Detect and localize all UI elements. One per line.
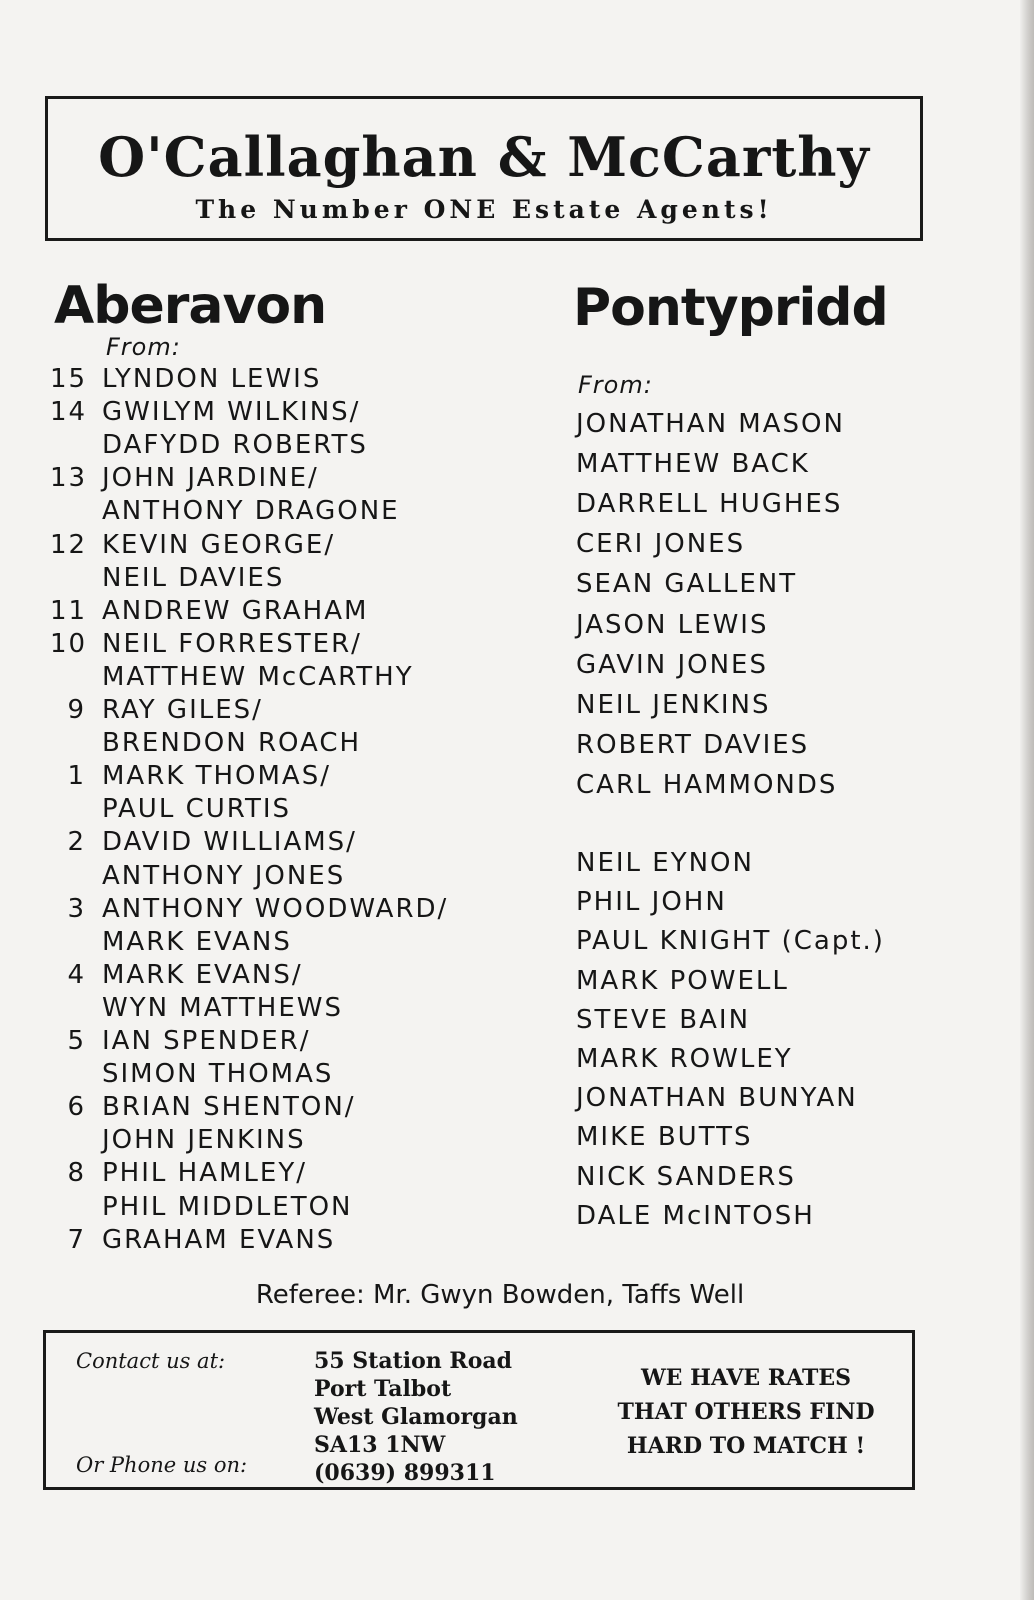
shirt-number: 8 bbox=[67, 1158, 86, 1189]
player-name: NEIL FORRESTER/ bbox=[102, 628, 362, 659]
pontypridd-player-row: MATTHEW BACK bbox=[576, 449, 810, 480]
player-name: LYNDON LEWIS bbox=[102, 364, 322, 394]
pontypridd-player-row: DARRELL HUGHES bbox=[576, 489, 843, 520]
promo-line: HARD TO MATCH ! bbox=[626, 1433, 866, 1459]
player-name: JOHN JARDINE/ bbox=[102, 463, 319, 494]
pontypridd-player-row: STEVE BAIN bbox=[576, 1004, 751, 1035]
player-name: GRAHAM EVANS bbox=[102, 1224, 336, 1255]
shirt-number: 11 bbox=[50, 595, 88, 626]
estate-agent-advert bbox=[45, 96, 923, 241]
promo-line: THAT OTHERS FIND bbox=[617, 1399, 875, 1425]
address-line: SA13 1NW bbox=[314, 1432, 446, 1458]
referee-line: Referee: Mr. Gwyn Bowden, Taffs Well bbox=[255, 1280, 745, 1310]
player-name: WYN MATTHEWS bbox=[102, 992, 344, 1023]
pontypridd-player-row: NICK SANDERS bbox=[576, 1161, 796, 1192]
shirt-number: 7 bbox=[67, 1224, 86, 1255]
player-name: DAFYDD ROBERTS bbox=[102, 430, 368, 461]
player-name: BRIAN SHENTON/ bbox=[102, 1092, 356, 1123]
pontypridd-player-row: JONATHAN BUNYAN bbox=[576, 1083, 858, 1114]
player-name: MARK THOMAS/ bbox=[102, 761, 331, 792]
player-name: SIMON THOMAS bbox=[102, 1059, 334, 1090]
contact-label: Contact us at: bbox=[76, 1349, 226, 1373]
pontypridd-player-row: MARK ROWLEY bbox=[576, 1044, 793, 1074]
player-name: JOHN JENKINS bbox=[102, 1125, 306, 1156]
pontypridd-player-row: DALE McINTOSH bbox=[576, 1200, 815, 1231]
pontypridd-player-row: GAVIN JONES bbox=[576, 649, 768, 680]
pontypridd-player-row: PHIL JOHN bbox=[576, 887, 727, 918]
pontypridd-player-row: JASON LEWIS bbox=[576, 609, 769, 640]
pontypridd-player-row: JONATHAN MASON bbox=[576, 409, 845, 439]
shirt-number: 5 bbox=[67, 1026, 86, 1056]
shirt-number: 4 bbox=[67, 959, 86, 990]
phone-number: (0639) 899311 bbox=[314, 1460, 496, 1486]
pontypridd-player-row: PAUL KNIGHT (Capt.) bbox=[576, 926, 885, 957]
pontypridd-player-row: NEIL EYNON bbox=[576, 848, 754, 878]
pontypridd-player-row: NEIL JENKINS bbox=[576, 689, 771, 720]
player-name: MATTHEW McCARTHY bbox=[102, 661, 414, 692]
shirt-number: 13 bbox=[50, 463, 88, 494]
shirt-number: 2 bbox=[67, 827, 86, 858]
player-name: DAVID WILLIAMS/ bbox=[102, 827, 357, 858]
shirt-number: 1 bbox=[67, 761, 86, 792]
aberavon-heading: Aberavon bbox=[54, 276, 327, 336]
player-name: NEIL DAVIES bbox=[102, 562, 285, 593]
pontypridd-player-row: MARK POWELL bbox=[576, 965, 789, 996]
address-line: 55 Station Road bbox=[314, 1348, 513, 1374]
player-name: PAUL CURTIS bbox=[102, 794, 291, 825]
pontypridd-player-row: SEAN GALLENT bbox=[576, 569, 798, 600]
player-name: IAN SPENDER/ bbox=[102, 1026, 311, 1056]
promo-line: WE HAVE RATES bbox=[640, 1365, 852, 1391]
address-line: Port Talbot bbox=[314, 1376, 452, 1402]
player-name: MARK EVANS/ bbox=[102, 959, 303, 990]
player-name: RAY GILES/ bbox=[102, 695, 263, 725]
player-name: BRENDON ROACH bbox=[102, 728, 362, 759]
player-name: ANDREW GRAHAM bbox=[102, 595, 369, 626]
address-line: West Glamorgan bbox=[314, 1404, 518, 1430]
shirt-number: 15 bbox=[50, 364, 88, 394]
pontypridd-heading: Pontypridd bbox=[573, 278, 888, 338]
shirt-number: 9 bbox=[67, 695, 86, 725]
player-name: ANTHONY JONES bbox=[102, 860, 346, 891]
player-name: PHIL HAMLEY/ bbox=[102, 1158, 307, 1189]
player-name: GWILYM WILKINS/ bbox=[102, 397, 361, 428]
player-name: MARK EVANS bbox=[102, 926, 292, 957]
advert-tagline: The Number ONE Estate Agents! bbox=[195, 195, 773, 224]
shirt-number: 10 bbox=[50, 628, 88, 659]
player-name: PHIL MIDDLETON bbox=[102, 1191, 353, 1222]
pontypridd-player-row: CARL HAMMONDS bbox=[576, 769, 838, 800]
page-edge bbox=[1020, 0, 1034, 1600]
shirt-number: 6 bbox=[67, 1092, 86, 1123]
pontypridd-player-row: CERI JONES bbox=[576, 529, 746, 560]
pontypridd-from-label: From: bbox=[578, 371, 653, 399]
pontypridd-player-row: ROBERT DAVIES bbox=[576, 729, 810, 760]
shirt-number: 3 bbox=[67, 893, 86, 924]
promo-text bbox=[606, 1361, 886, 1463]
pontypridd-player-row: MIKE BUTTS bbox=[576, 1122, 753, 1153]
contact-advert bbox=[43, 1330, 915, 1490]
player-name: KEVIN GEORGE/ bbox=[102, 529, 336, 560]
player-name: ANTHONY DRAGONE bbox=[102, 496, 400, 527]
advert-company-name: O'Callaghan & McCarthy bbox=[98, 125, 870, 189]
aberavon-from-label: From: bbox=[106, 333, 181, 361]
player-name: ANTHONY WOODWARD/ bbox=[102, 893, 449, 924]
phone-label: Or Phone us on: bbox=[76, 1453, 248, 1477]
shirt-number: 14 bbox=[50, 397, 88, 428]
shirt-number: 12 bbox=[50, 529, 88, 560]
